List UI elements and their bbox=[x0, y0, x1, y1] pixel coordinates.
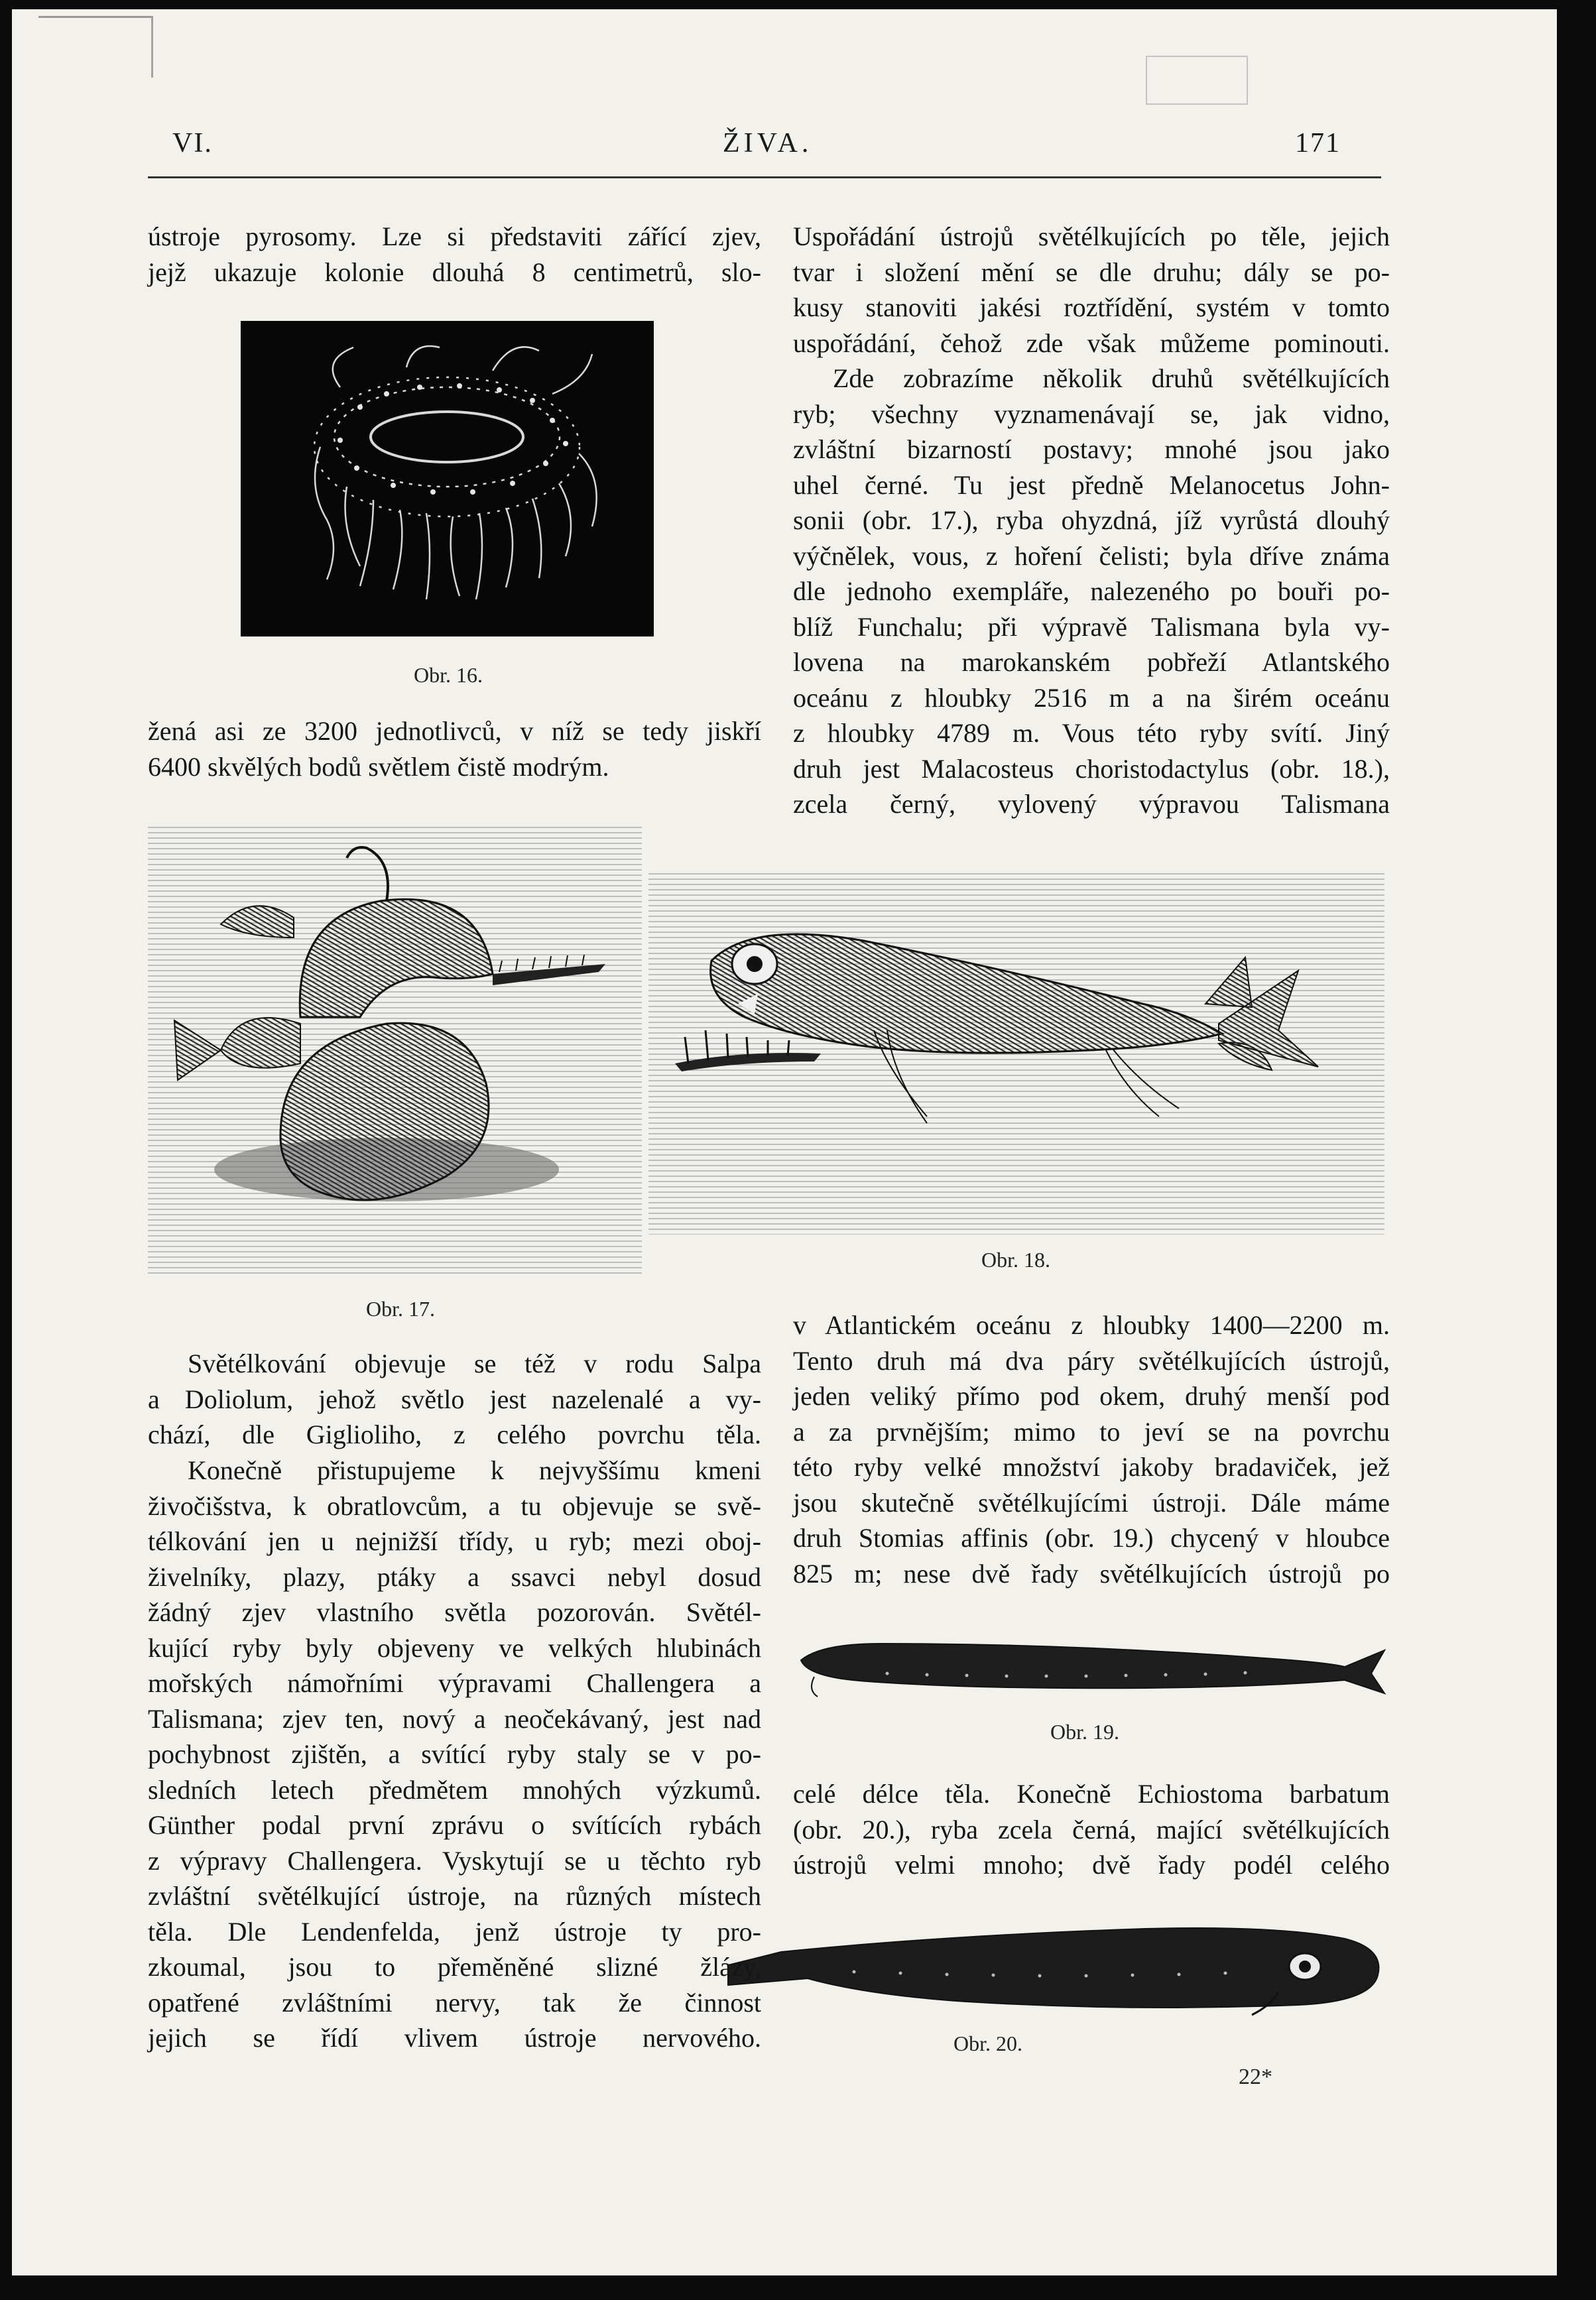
figure-18-malacosteus-illustration bbox=[648, 871, 1384, 1235]
scan-artifact bbox=[38, 16, 153, 78]
volume-number: VI. bbox=[172, 128, 213, 158]
page-number: 171 bbox=[1295, 128, 1341, 158]
figure-20-echiostoma-illustration bbox=[721, 1919, 1391, 2018]
left-paragraph-4: Konečně přistupujeme k nejvyššímu kmeni živočišstva, k obratlovcům, a tu objevuje se svě- télkování jen u nejnižší třídy, u ryb; mezi oboj- živelníky, plazy, ptáky a ssavci nebyl dosud žádný zjev vlastního světla pozorován. Světél- kující ryby byly objeveny ve velkých hlubinách mořských námořními výpravami Challengera a Talismana; zjev ten, nový a neočekávaný, jest nad pochybnost zjištěn, a svítící ryby staly se v po- sledních letech předmětem mnohých výzkumů. Günther podal první zprávu o svítících rybách z výpravy Challengera. Vyskytují se u těchto ryb zvláštní světélkující ústroje, na různých místech těla. Dle Lendenfelda, jenž ústroje ty pro- zkoumal, jsou to přeměněné slizné žlázy, opatřené zvláštními nervy, tak že činnost jejich se řídí vlivem ústroje nervového. bbox=[148, 1455, 761, 2053]
figure-17-anglerfish-illustration bbox=[148, 825, 642, 1276]
figure-19-stomias-illustration bbox=[794, 1634, 1391, 1700]
journal-title: ŽIVA. bbox=[723, 128, 813, 158]
figure-17-caption: Obr. 17. bbox=[366, 1297, 435, 1321]
left-paragraph-2: žená asi ze 3200 jednotlivců, v níž se tedy jiskří 6400 skvělých bodů světlem čistě modrým. bbox=[148, 716, 761, 782]
right-paragraph-1: Uspořádání ústrojů světélkujících po těle, jejich tvar i složení mění se dle druhu; dály se po- kusy stanoviti jakési roztřídění, systém v tomto uspořádání, čehož zde však můžeme pominouti. bbox=[793, 221, 1390, 358]
right-paragraph-3: v Atlantickém oceánu z hloubky 1400—2200 m. Tento druh má dva páry světélkujících ústrojů, jeden veliký přímo pod okem, druhý menší pod a za prvnějším; mimo to jeví se na povrchu této ryby velké množství jakoby bradaviček, jež jsou skutečně světélkujícími ústroji. Dále máme druh Stomias affinis (obr. 19.) chycený v hloubce 825 m; nese dvě řady světélkujících ústrojů po bbox=[793, 1310, 1390, 1589]
left-paragraph-3: Světélkování objevuje se též v rodu Salpa a Doliolum, jehož světlo jest nazelenalé a vy- chází, dle Giglioliho, z celého povrchu těla. bbox=[148, 1349, 761, 1449]
left-paragraph-1: ústroje pyrosomy. Lze si představiti zářící zjev, jejž ukazuje kolonie dlouhá 8 centimetrů, slo- bbox=[148, 221, 761, 287]
figure-19-caption: Obr. 19. bbox=[1050, 1720, 1119, 1744]
right-paragraph-4: celé délce těla. Konečně Echiostoma barbatum (obr. 20.), ryba zcela černá, mající světélkujících ústrojů velmi mnoho; dvě řady podél celého bbox=[793, 1779, 1390, 1880]
header-rule bbox=[148, 176, 1381, 178]
figure-16-pyrosome-illustration bbox=[241, 321, 654, 636]
figure-20-caption: Obr. 20. bbox=[953, 2031, 1022, 2055]
figure-16-caption: Obr. 16. bbox=[414, 663, 483, 687]
signature-mark: 22* bbox=[1239, 2065, 1272, 2089]
page bbox=[12, 9, 1557, 2275]
figure-18-caption: Obr. 18. bbox=[981, 1248, 1050, 1272]
right-paragraph-2: Zde zobrazíme několik druhů světélkujících ryb; všechny vyznamenávají se, jak vidno, zvláštní bizarností postavy; mnohé jsou jako uhel černé. Tu jest předně Melanocetus John- sonii (obr. 17.), ryba ohyzdná, jíž vyrůstá dlouhý výčnělek, vous, z hoření čelisti; byla dříve známa dle jednoho exempláře, nalezeného po bouři po- blíž Funchalu; při výpravě Talismana byla vy- lovena na marokanském pobřeží Atlantského oceánu z hloubky 2516 m a na širém oceánu z hloubky 4789 m. Vous této ryby svítí. Jiný druh jest Malacosteus choristodactylus (obr. 18.), zcela černý, vylovený výpravou Talismana bbox=[793, 363, 1390, 819]
scan-artifact bbox=[1146, 56, 1248, 105]
